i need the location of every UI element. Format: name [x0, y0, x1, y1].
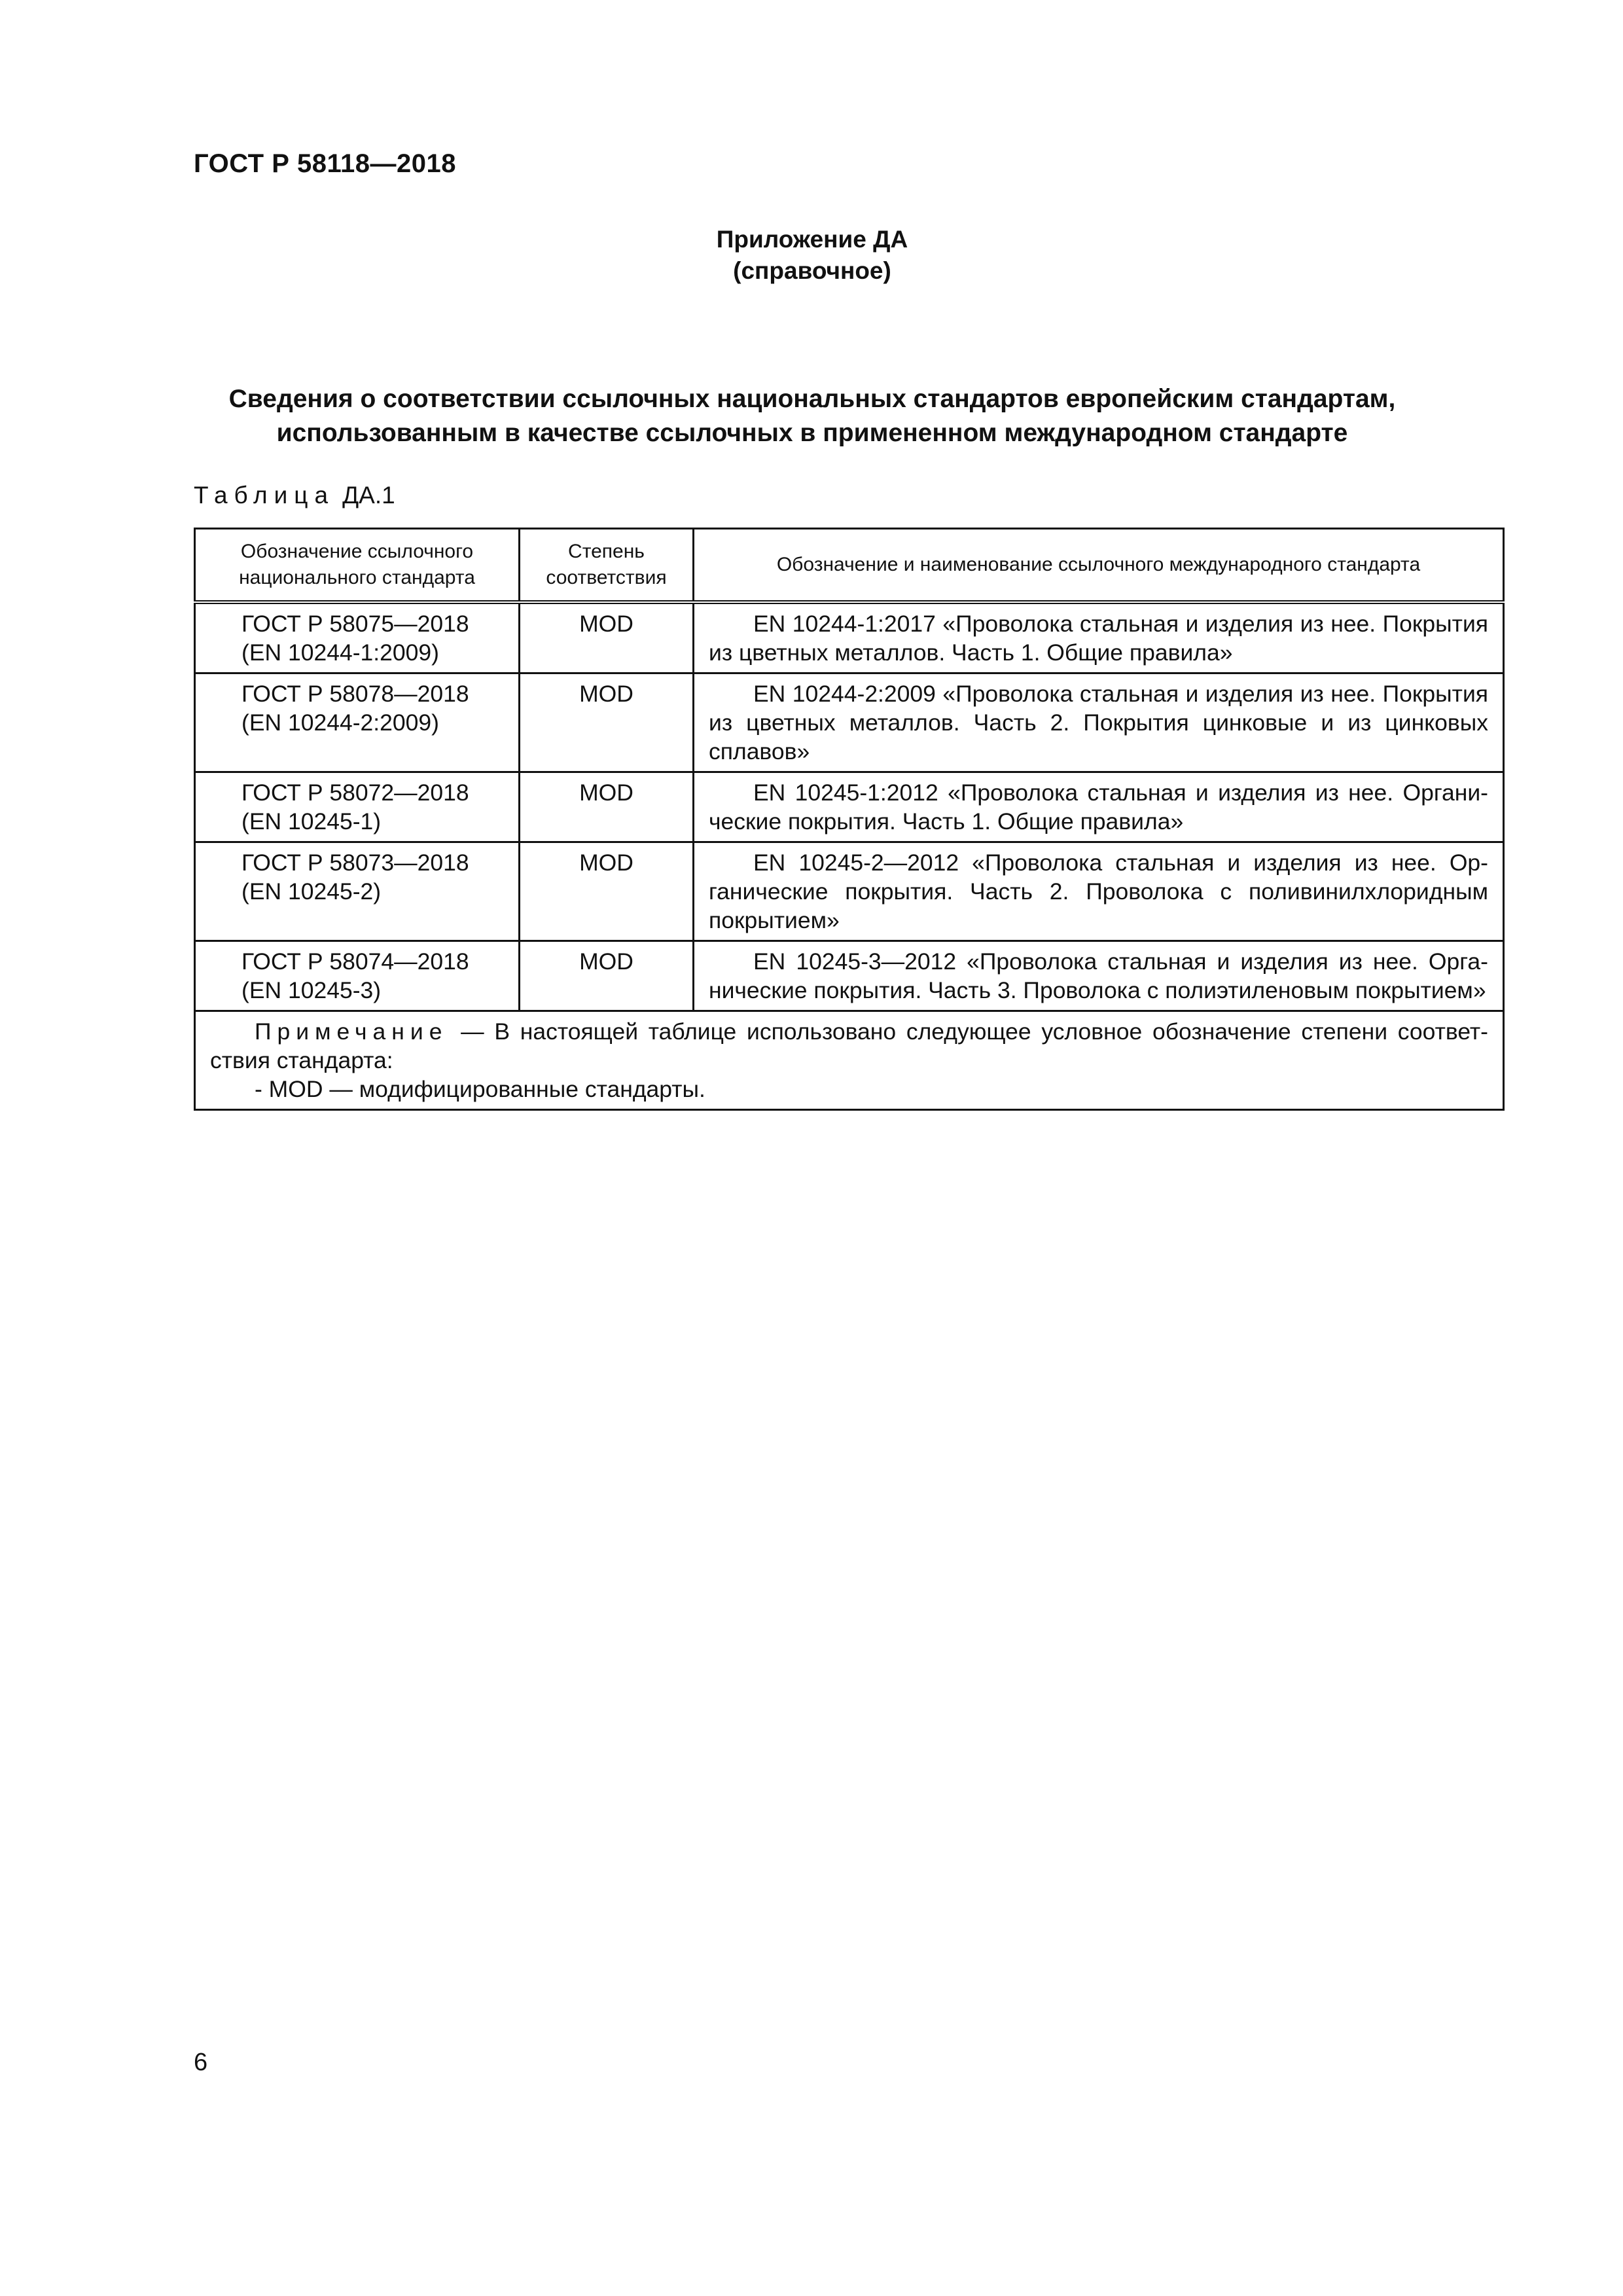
national-standard-cell	[195, 673, 520, 772]
national-designation: ГОСТ Р 58073—2018	[241, 850, 469, 876]
header-degree-line-1: Степень	[568, 541, 645, 562]
national-en-reference: (EN 10245-2)	[241, 878, 382, 905]
national-en-reference: (EN 10244-2:2009)	[241, 709, 439, 736]
national-standard-cell	[195, 842, 520, 941]
international-standard-text: EN 10245-2—2012 «Проволока стальная и изделия из нее. Органические покрытия. Часть 2. Проволока с поливинилхлоридным покрытием»	[709, 850, 1488, 933]
national-designation: ГОСТ Р 58075—2018	[241, 611, 469, 637]
national-standard-cell	[195, 602, 520, 673]
table-caption-word: Таблица	[194, 482, 335, 509]
page-number: 6	[194, 2049, 208, 2076]
header-degree	[520, 529, 694, 603]
document-designation: ГОСТ Р 58118—2018	[194, 149, 456, 178]
international-standard-cell	[694, 673, 1504, 772]
international-standard-cell	[694, 772, 1504, 842]
table-header-row	[195, 529, 1504, 603]
national-designation: ГОСТ Р 58078—2018	[241, 681, 469, 707]
international-standard-cell	[694, 602, 1504, 673]
international-standard-text: EN 10244-1:2017 «Проволока стальная и изделия из нее. Покрытия из цветных металлов. Часть 1. Общие правила»	[709, 611, 1488, 666]
section-title-line-2: использованным в качестве ссылочных в примененном международном стандарте	[276, 419, 1348, 447]
international-standard-cell	[694, 941, 1504, 1011]
degree-cell: MOD	[520, 673, 694, 772]
table-caption-number: ДА.1	[342, 482, 395, 509]
table-row	[195, 602, 1504, 673]
standards-correspondence-table	[194, 528, 1505, 1111]
national-standard-cell	[195, 941, 520, 1011]
degree-cell: MOD	[520, 602, 694, 673]
header-national-standard	[195, 529, 520, 603]
table-row	[195, 842, 1504, 941]
appendix-heading	[194, 224, 1431, 287]
note-paragraph	[210, 1017, 1488, 1075]
national-standard-cell	[195, 772, 520, 842]
section-title	[194, 382, 1431, 450]
degree-cell: MOD	[520, 941, 694, 1011]
national-en-reference: (EN 10245-1)	[241, 808, 382, 834]
note-text: — В настоящей таблице использовано следующее условное обозначение степени соответствия стандарта:	[210, 1018, 1488, 1073]
header-national-line-1: Обозначение ссылочного	[240, 541, 474, 562]
header-degree-line-2: соответствия	[546, 567, 667, 588]
national-en-reference: (EN 10245-3)	[241, 977, 382, 1003]
table-note	[195, 1011, 1504, 1110]
note-list-item: - MOD — модифицированные стандарты.	[255, 1076, 705, 1102]
table-row	[195, 772, 1504, 842]
appendix-title: Приложение ДА	[716, 226, 908, 253]
international-standard-text: EN 10245-1:2012 «Проволока стальная и изделия из нее. Органические покрытия. Часть 1. Общие правила»	[709, 780, 1488, 834]
header-national-line-2: национального стандарта	[239, 567, 475, 588]
section-title-line-1: Сведения о соответствии ссылочных национальных стандартов европейским стандартам,	[228, 385, 1396, 413]
table-row	[195, 673, 1504, 772]
national-designation: ГОСТ Р 58072—2018	[241, 780, 469, 806]
national-designation: ГОСТ Р 58074—2018	[241, 948, 469, 975]
table-note-row	[195, 1011, 1504, 1110]
international-standard-text: EN 10244-2:2009 «Проволока стальная и изделия из нее. Покрытия из цветных металлов. Часть 2. Покрытия цинковые и из цинковых сплавов»	[709, 681, 1488, 764]
degree-cell: MOD	[520, 772, 694, 842]
national-en-reference: (EN 10244-1:2009)	[241, 639, 439, 666]
appendix-subtitle: (справочное)	[733, 257, 891, 284]
table-row	[195, 941, 1504, 1011]
table-caption	[194, 482, 395, 509]
international-standard-cell	[694, 842, 1504, 941]
international-standard-text: EN 10245-3—2012 «Проволока стальная и изделия из нее. Органические покрытия. Часть 3. Проволока с полиэтиленовым покрытием»	[709, 948, 1488, 1003]
header-international-standard: Обозначение и наименование ссылочного международного стандарта	[694, 529, 1504, 603]
degree-cell: MOD	[520, 842, 694, 941]
note-label: Примечание	[255, 1018, 448, 1045]
